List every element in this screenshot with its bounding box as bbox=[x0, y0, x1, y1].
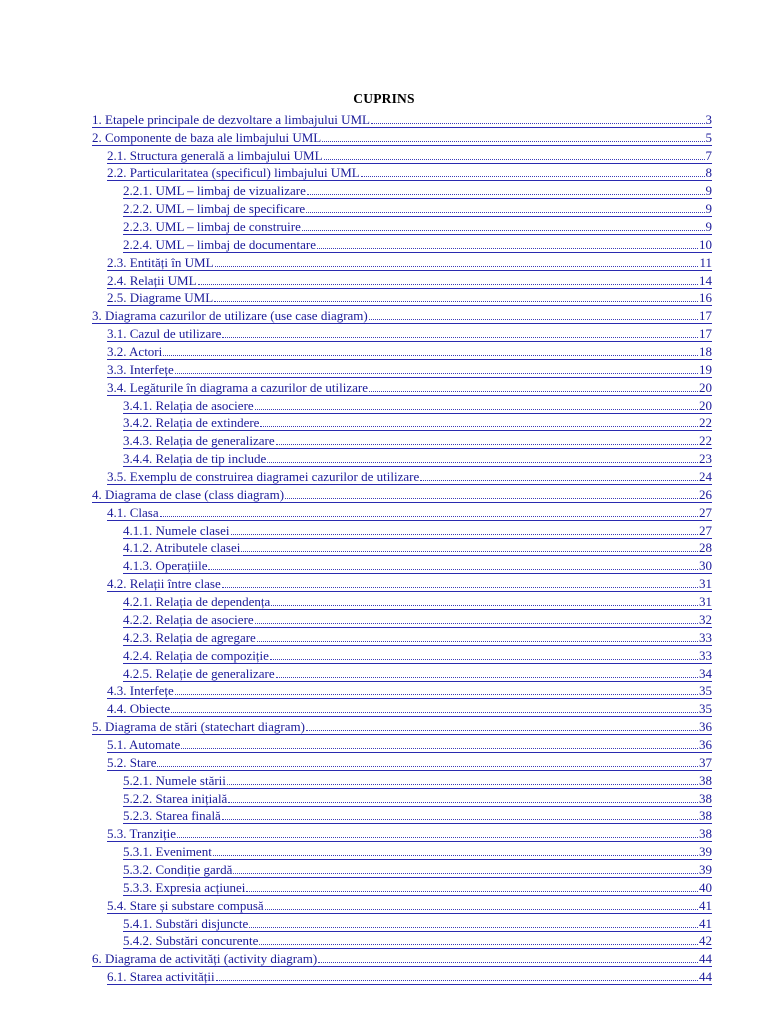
dot-leader bbox=[257, 641, 698, 642]
toc-entry[interactable] bbox=[123, 199, 712, 217]
dot-leader bbox=[213, 855, 698, 856]
toc-entry-label: 3.5. Exemplu de construirea diagramei cazurilor de utilizare bbox=[107, 469, 420, 485]
toc-entry-page-number: 27 bbox=[699, 522, 712, 538]
toc-entry[interactable] bbox=[107, 324, 712, 342]
toc-entry-label: 2.2. Particularitatea (specificul) limbajului UML bbox=[107, 165, 360, 181]
toc-entry-page-number: 37 bbox=[699, 754, 712, 770]
toc-entry-label: 3.2. Actori bbox=[107, 344, 163, 360]
toc-entry-page-number: 3 bbox=[705, 111, 712, 127]
toc-entry-label: 4.2.1. Relația de dependența bbox=[123, 594, 271, 610]
toc-entry-page-number: 17 bbox=[699, 326, 712, 342]
dot-leader bbox=[222, 819, 698, 820]
toc-entry-page-number: 35 bbox=[699, 701, 712, 717]
toc-entry-label: 4.1.1. Numele clasei bbox=[123, 522, 230, 538]
toc-entry-page-number: 33 bbox=[699, 629, 712, 645]
toc-entry[interactable] bbox=[107, 503, 712, 521]
toc-entry-label: 5. Diagrama de stări (statechart diagram) bbox=[92, 719, 305, 735]
toc-entry[interactable] bbox=[123, 521, 712, 539]
toc-entry-page-number: 38 bbox=[699, 772, 712, 788]
toc-entry[interactable] bbox=[123, 414, 712, 432]
toc-entry[interactable] bbox=[123, 664, 712, 682]
toc-entry[interactable] bbox=[123, 807, 712, 825]
toc-entry-page-number: 26 bbox=[699, 486, 712, 502]
dot-leader bbox=[317, 248, 698, 249]
toc-entry[interactable] bbox=[92, 128, 712, 146]
toc-entry-page-number: 33 bbox=[699, 647, 712, 663]
dot-leader bbox=[227, 784, 698, 785]
toc-entry[interactable] bbox=[123, 396, 712, 414]
toc-entry-page-number: 40 bbox=[699, 879, 712, 895]
dot-leader bbox=[276, 677, 698, 678]
toc-entry-label: 5.2.2. Starea inițială bbox=[123, 790, 228, 806]
toc-entry[interactable] bbox=[123, 539, 712, 557]
toc-entry[interactable] bbox=[107, 289, 712, 307]
toc-entry[interactable] bbox=[123, 235, 712, 253]
toc-entry-page-number: 9 bbox=[705, 201, 712, 217]
dot-leader bbox=[276, 444, 698, 445]
toc-entry-page-number: 22 bbox=[699, 415, 712, 431]
toc-entry-label: 2.2.4. UML – limbaj de documentare bbox=[123, 236, 317, 252]
toc-entry-label: 1. Etapele principale de dezvoltare a limbajului UML bbox=[92, 111, 370, 127]
toc-entry-page-number: 14 bbox=[699, 272, 712, 288]
dot-leader bbox=[177, 837, 698, 838]
toc-entry-label: 2.3. Entități în UML bbox=[107, 254, 214, 270]
toc-entry[interactable] bbox=[92, 949, 712, 967]
dot-leader bbox=[222, 587, 698, 588]
dot-leader bbox=[369, 319, 698, 320]
toc-entry-page-number: 36 bbox=[699, 736, 712, 752]
toc-entry[interactable] bbox=[123, 842, 712, 860]
toc-entry-page-number: 41 bbox=[699, 915, 712, 931]
toc-entry-label: 4.2.2. Relația de asociere bbox=[123, 611, 254, 627]
dot-leader bbox=[222, 337, 698, 338]
toc-entry-label: 5.4.1. Substări disjuncte bbox=[123, 915, 249, 931]
toc-entry-label: 3. Diagrama cazurilor de utilizare (use case diagram) bbox=[92, 308, 368, 324]
toc-entry[interactable] bbox=[107, 253, 712, 271]
dot-leader bbox=[420, 480, 698, 481]
dot-leader bbox=[324, 159, 705, 160]
dot-leader bbox=[255, 623, 698, 624]
toc-entry[interactable] bbox=[123, 914, 712, 932]
dot-leader bbox=[307, 194, 705, 195]
toc-entry-label: 4.2.5. Relație de generalizare bbox=[123, 665, 275, 681]
toc-entry-label: 4.1. Clasa bbox=[107, 504, 159, 520]
toc-entry-page-number: 22 bbox=[699, 433, 712, 449]
toc-entry-page-number: 9 bbox=[705, 183, 712, 199]
toc-entry[interactable] bbox=[123, 449, 712, 467]
toc-entry[interactable] bbox=[123, 771, 712, 789]
toc-entry[interactable] bbox=[107, 824, 712, 842]
toc-entry-page-number: 23 bbox=[699, 451, 712, 467]
dot-leader bbox=[171, 712, 698, 713]
toc-entry-page-number: 42 bbox=[699, 933, 712, 949]
toc-entry[interactable] bbox=[123, 628, 712, 646]
toc-entry-label: 6.1. Starea activității bbox=[107, 969, 215, 985]
toc-entry-label: 5.2.3. Starea finală bbox=[123, 808, 221, 824]
toc-entry-page-number: 18 bbox=[699, 344, 712, 360]
dot-leader bbox=[260, 426, 698, 427]
toc-title: CUPRINS bbox=[353, 91, 415, 106]
toc-entry-label: 3.4.3. Relația de generalizare bbox=[123, 433, 275, 449]
toc-entry-page-number: 20 bbox=[699, 379, 712, 395]
toc-entry-label: 5.3.2. Condiție gardă bbox=[123, 861, 233, 877]
dot-leader bbox=[160, 516, 698, 517]
dot-leader bbox=[285, 498, 698, 499]
toc-entry-page-number: 41 bbox=[699, 897, 712, 913]
toc-entry-label: 5.1. Automate bbox=[107, 736, 181, 752]
toc-entry[interactable] bbox=[107, 164, 712, 182]
toc-entry-page-number: 24 bbox=[699, 469, 712, 485]
dot-leader bbox=[302, 230, 705, 231]
toc-entry-page-number: 44 bbox=[699, 969, 712, 985]
dot-leader bbox=[267, 462, 698, 463]
dot-leader bbox=[208, 569, 698, 570]
toc-entry-page-number: 39 bbox=[699, 844, 712, 860]
dot-leader bbox=[175, 694, 698, 695]
toc-entry[interactable] bbox=[107, 682, 712, 700]
toc-entry-page-number: 7 bbox=[705, 147, 712, 163]
toc-entry[interactable] bbox=[123, 557, 712, 575]
toc-entry[interactable] bbox=[123, 789, 712, 807]
toc-entry-label: 3.4.4. Relația de tip include bbox=[123, 451, 267, 467]
toc-entry-page-number: 32 bbox=[699, 611, 712, 627]
toc-entry-label: 5.4.2. Substări concurente bbox=[123, 933, 259, 949]
toc-entry[interactable] bbox=[107, 378, 712, 396]
toc-entry-label: 4.3. Interfețe bbox=[107, 683, 174, 699]
toc-entry-label: 4. Diagrama de clase (class diagram) bbox=[92, 486, 285, 502]
toc-entry[interactable] bbox=[123, 217, 712, 235]
toc-entry-label: 3.4. Legăturile în diagrama a cazurilor de utilizare bbox=[107, 379, 368, 395]
toc-entry-page-number: 10 bbox=[699, 236, 712, 252]
toc-entry-label: 2.4. Relații UML bbox=[107, 272, 197, 288]
toc-entry-page-number: 17 bbox=[699, 308, 712, 324]
toc-entry-page-number: 44 bbox=[699, 951, 712, 967]
toc-entry-label: 4.1.3. Operațiile bbox=[123, 558, 208, 574]
toc-entry[interactable] bbox=[123, 932, 712, 950]
dot-leader bbox=[157, 766, 698, 767]
dot-leader bbox=[265, 909, 698, 910]
toc-entry-label: 5.3. Tranziție bbox=[107, 826, 176, 842]
dot-leader bbox=[306, 212, 704, 213]
toc-entry[interactable] bbox=[107, 360, 712, 378]
toc-entry[interactable] bbox=[92, 110, 712, 128]
toc-entry-page-number: 36 bbox=[699, 719, 712, 735]
toc-entry[interactable] bbox=[107, 735, 712, 753]
dot-leader bbox=[198, 284, 698, 285]
toc-entry[interactable] bbox=[92, 717, 712, 735]
toc-entry-label: 4.4. Obiecte bbox=[107, 701, 171, 717]
dot-leader bbox=[270, 659, 698, 660]
dot-leader bbox=[259, 944, 698, 945]
toc-entry-label: 5.2. Stare bbox=[107, 754, 157, 770]
toc-entry-label: 5.4. Stare și substare compusă bbox=[107, 897, 264, 913]
toc-entry-label: 4.1.2. Atributele clasei bbox=[123, 540, 241, 556]
toc-entry[interactable] bbox=[107, 271, 712, 289]
toc-entry-label: 5.2.1. Numele stării bbox=[123, 772, 226, 788]
toc-entry[interactable] bbox=[107, 753, 712, 771]
toc-entry[interactable] bbox=[107, 467, 712, 485]
toc-entry-label: 4.2.3. Relația de agregare bbox=[123, 629, 256, 645]
dot-leader bbox=[369, 391, 698, 392]
toc-entry-page-number: 38 bbox=[699, 790, 712, 806]
dot-leader bbox=[249, 927, 698, 928]
dot-leader bbox=[255, 409, 698, 410]
toc-entry-label: 3.4.2. Relația de extindere bbox=[123, 415, 260, 431]
toc-entry-page-number: 5 bbox=[705, 129, 712, 145]
dot-leader bbox=[322, 141, 704, 142]
toc-entry-page-number: 28 bbox=[699, 540, 712, 556]
dot-leader bbox=[228, 802, 698, 803]
toc-entry-page-number: 31 bbox=[699, 594, 712, 610]
dot-leader bbox=[241, 551, 698, 552]
toc-entry-page-number: 34 bbox=[699, 665, 712, 681]
dot-leader bbox=[361, 176, 705, 177]
toc-entry-page-number: 16 bbox=[699, 290, 712, 306]
dot-leader bbox=[163, 355, 698, 356]
toc-entry[interactable] bbox=[123, 878, 712, 896]
toc-entry-page-number: 39 bbox=[699, 861, 712, 877]
toc-entry[interactable] bbox=[107, 574, 712, 592]
toc-entry[interactable] bbox=[107, 342, 712, 360]
toc-entry[interactable] bbox=[107, 967, 712, 985]
toc-entry[interactable] bbox=[123, 860, 712, 878]
toc-entry-label: 6. Diagrama de activități (activity diagram) bbox=[92, 951, 318, 967]
toc-entry[interactable] bbox=[123, 431, 712, 449]
dot-leader bbox=[215, 266, 699, 267]
toc-entry-label: 3.3. Interfețe bbox=[107, 361, 174, 377]
toc-entry-page-number: 19 bbox=[699, 361, 712, 377]
toc-entry[interactable] bbox=[92, 306, 712, 324]
toc-entry-page-number: 8 bbox=[705, 165, 712, 181]
toc-entry[interactable] bbox=[107, 896, 712, 914]
toc-entry-label: 5.3.1. Eveniment bbox=[123, 844, 212, 860]
toc-entry-label: 2.2.2. UML – limbaj de specificare bbox=[123, 201, 306, 217]
toc-entry[interactable] bbox=[92, 485, 712, 503]
toc-entry-page-number: 11 bbox=[699, 254, 712, 270]
toc-entry-label: 2.1. Structura generală a limbajului UML bbox=[107, 147, 323, 163]
dot-leader bbox=[181, 748, 698, 749]
toc-entry-page-number: 27 bbox=[699, 504, 712, 520]
toc-entry-label: 4.2.4. Relația de compoziție bbox=[123, 647, 269, 663]
toc-entry-page-number: 30 bbox=[699, 558, 712, 574]
toc-entry-label: 2. Componente de baza ale limbajului UML bbox=[92, 129, 322, 145]
toc-entry-label: 3.1. Cazul de utilizare bbox=[107, 326, 222, 342]
toc-entry[interactable] bbox=[123, 646, 712, 664]
toc-entry-page-number: 9 bbox=[705, 219, 712, 235]
toc-entry[interactable] bbox=[107, 699, 712, 717]
toc-entry-page-number: 38 bbox=[699, 808, 712, 824]
dot-leader bbox=[214, 301, 698, 302]
toc-entry-label: 2.5. Diagrame UML bbox=[107, 290, 214, 306]
dot-leader bbox=[246, 891, 698, 892]
toc-entry-page-number: 31 bbox=[699, 576, 712, 592]
dot-leader bbox=[306, 730, 698, 731]
dot-leader bbox=[318, 962, 698, 963]
dot-leader bbox=[233, 873, 698, 874]
dot-leader bbox=[371, 123, 705, 124]
toc-entry-label: 2.2.3. UML – limbaj de construire bbox=[123, 219, 301, 235]
dot-leader bbox=[175, 373, 698, 374]
toc-entry[interactable] bbox=[123, 592, 712, 610]
toc-entry-page-number: 35 bbox=[699, 683, 712, 699]
toc-entry-label: 5.3.3. Expresia acțiunei bbox=[123, 879, 246, 895]
toc-entry[interactable] bbox=[123, 610, 712, 628]
toc-entry-label: 4.2. Relații între clase bbox=[107, 576, 221, 592]
toc-entry-page-number: 20 bbox=[699, 397, 712, 413]
toc-entry-page-number: 38 bbox=[699, 826, 712, 842]
toc-entry-label: 3.4.1. Relația de asociere bbox=[123, 397, 254, 413]
toc-entry[interactable] bbox=[107, 146, 712, 164]
toc-entry[interactable] bbox=[123, 181, 712, 199]
toc-entry-label: 2.2.1. UML – limbaj de vizualizare bbox=[123, 183, 306, 199]
dot-leader bbox=[271, 605, 698, 606]
dot-leader bbox=[216, 980, 698, 981]
dot-leader bbox=[231, 534, 699, 535]
